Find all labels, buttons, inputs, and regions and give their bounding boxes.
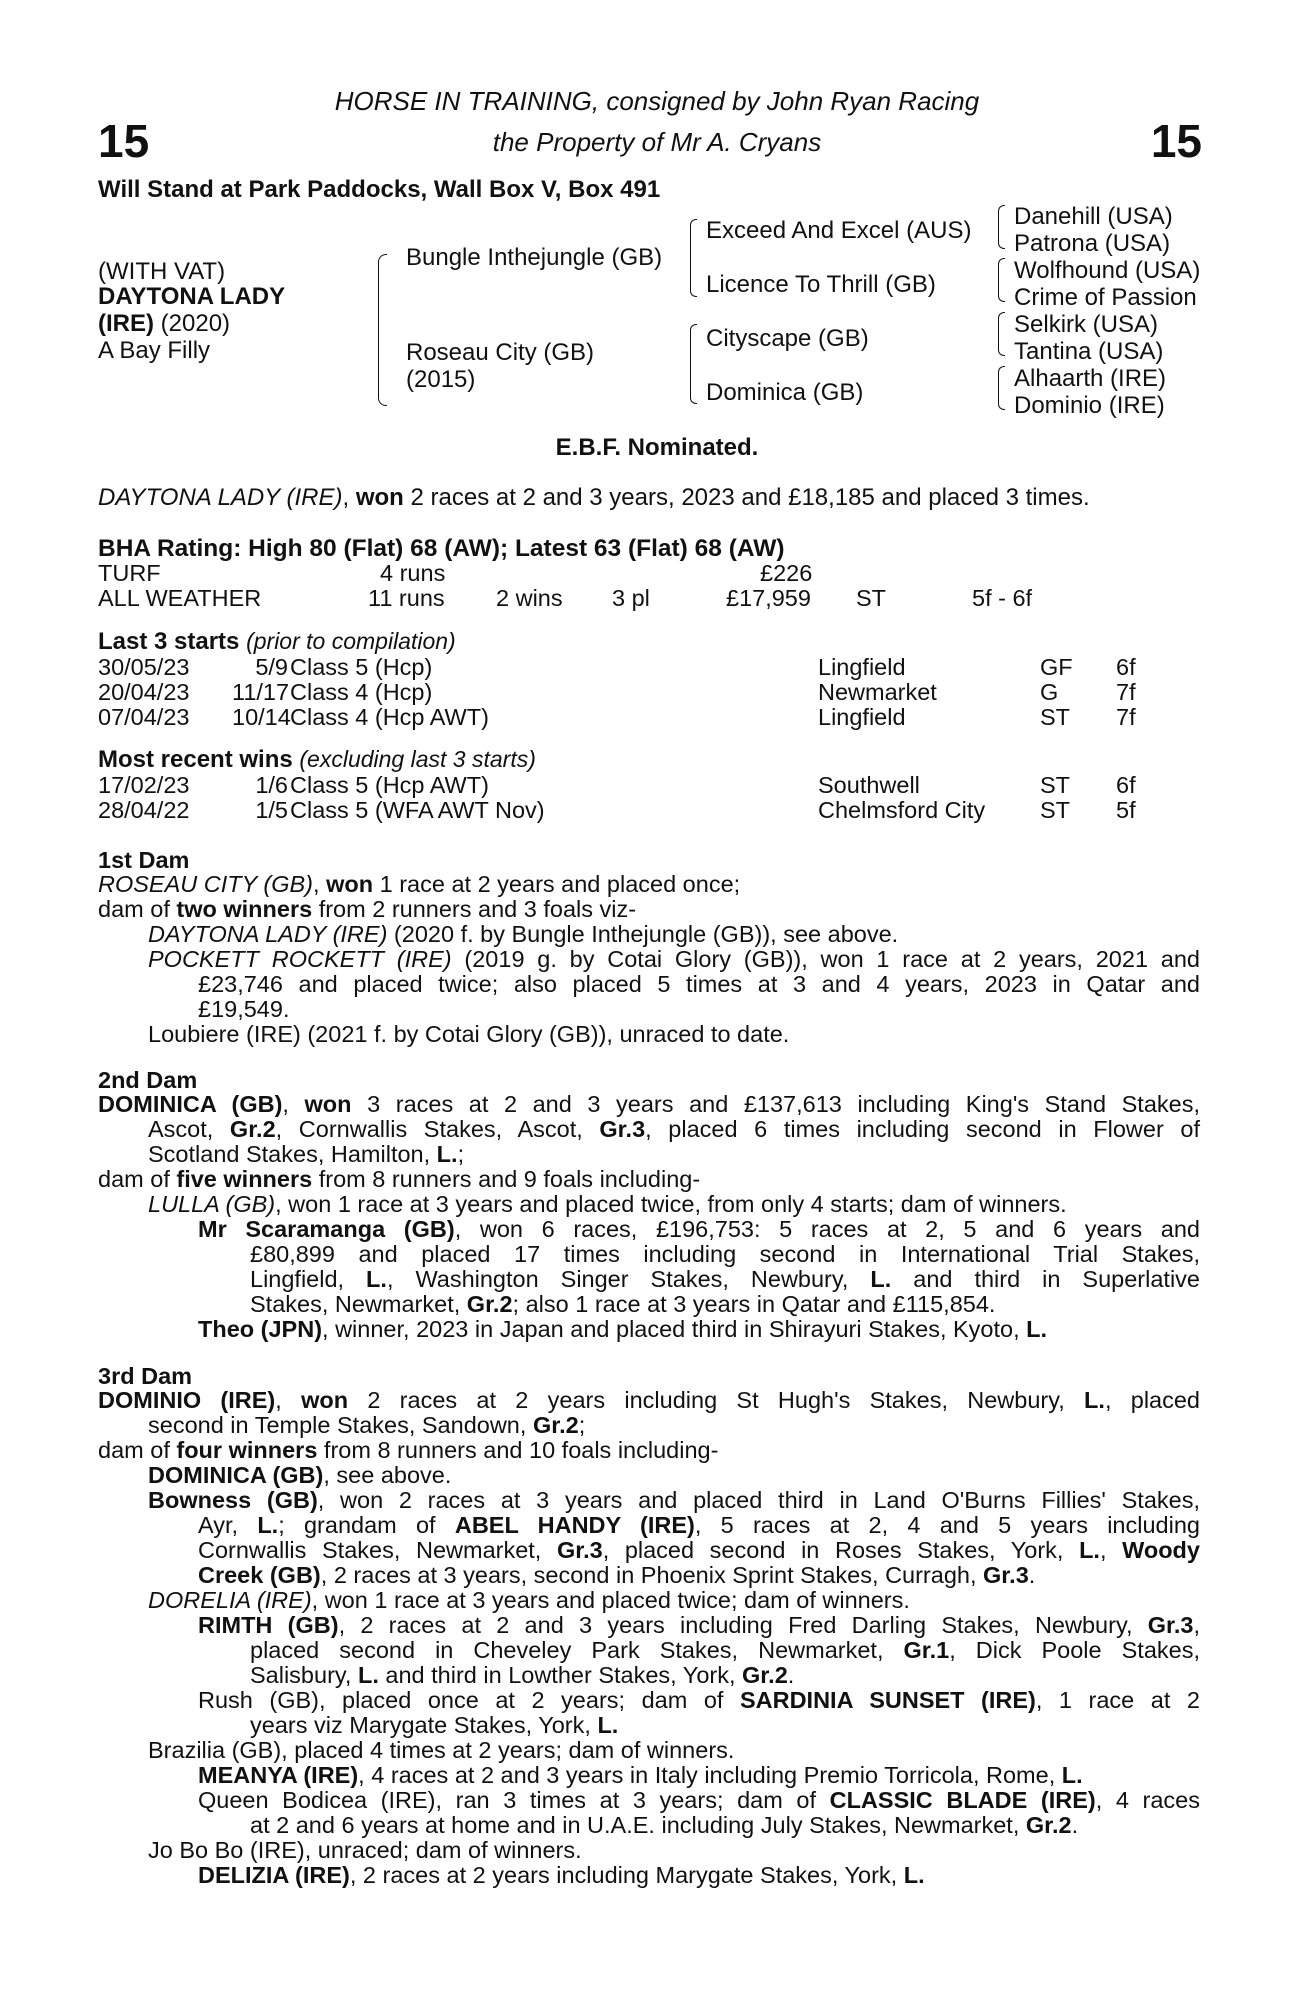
dam3-line19: Jo Bo Bo (IRE), unraced; dam of winners. xyxy=(148,1837,582,1863)
dam3-line6: Ayr, L.; grandam of ABEL HANDY (IRE), 5 races at 2, 4 and 5 years including xyxy=(198,1512,1200,1538)
dam3-line2: second in Temple Stakes, Sandown, Gr.2; xyxy=(148,1412,586,1438)
last3-row-2-pos: 11/17 xyxy=(232,679,290,705)
rating-aw-wins: 2 wins xyxy=(496,585,563,611)
rating-turf-runs: 4 runs xyxy=(380,560,446,586)
horse-year: (2020) xyxy=(160,310,231,337)
dam1-line7: Loubiere (IRE) (2021 f. by Cotai Glory (GB)), unraced to date. xyxy=(148,1021,790,1047)
recent-row-1-race: Class 5 (Hcp AWT) xyxy=(290,772,489,798)
dam3-line16: MEANYA (IRE), 4 races at 2 and 3 years in Italy including Premio Torricola, Rome, L. xyxy=(198,1762,1083,1788)
pedigree-g4: Crime of Passion xyxy=(1014,284,1197,311)
last3-row-3-dist: 7f xyxy=(1116,704,1136,730)
recent-row-1-course: Southwell xyxy=(818,772,920,798)
dam1-line5: £23,746 and placed twice; also placed 5 times at 3 and 4 years, 2023 in Qatar and xyxy=(198,971,1200,997)
last3-row-3-race: Class 4 (Hcp AWT) xyxy=(290,704,489,730)
last3-row-1-dist: 6f xyxy=(1116,654,1136,680)
recent-row-1-date: 17/02/23 xyxy=(98,772,190,798)
pedigree-brace-g1 xyxy=(998,205,1005,249)
last3-title: Last 3 starts xyxy=(98,628,240,655)
dam3-line18: at 2 and 6 years at home and in U.A.E. including July Stakes, Newmarket, Gr.2. xyxy=(250,1812,1079,1838)
last3-row-1-race: Class 5 (Hcp) xyxy=(290,654,433,680)
lot-number-right: 15 xyxy=(1150,115,1202,167)
race-summary: DAYTONA LADY (IRE), won 2 races at 2 and 3 years, 2023 and £18,185 and placed 3 times. xyxy=(98,484,1090,511)
recent-row-2-course: Chelmsford City xyxy=(818,797,986,823)
dam3-line8: Creek (GB), 2 races at 3 years, second in Phoenix Sprint Stakes, Curragh, Gr.3. xyxy=(198,1562,1036,1588)
lot-number-left: 15 xyxy=(98,115,150,167)
rating-aw-distance: 5f - 6f xyxy=(972,585,1033,611)
pedigree-sire-sire: Exceed And Excel (AUS) xyxy=(706,217,972,244)
pedigree-brace-main xyxy=(378,254,387,406)
recent-row-2-pos: 1/5 xyxy=(255,797,288,823)
rating-aw-runs: 11 runs xyxy=(368,585,445,611)
last3-note: (prior to compilation) xyxy=(246,628,456,654)
dam3-line5: Bowness (GB), won 2 races at 3 years and placed third in Land O'Burns Fillies' Stakes, xyxy=(148,1487,1200,1513)
recent-row-2-race: Class 5 (WFA AWT Nov) xyxy=(290,797,545,823)
rating-turf-surface: TURF xyxy=(98,560,161,586)
last3-row-2-dist: 7f xyxy=(1116,679,1136,705)
pedigree-brace-dam xyxy=(690,324,697,404)
dam3-line10: RIMTH (GB), 2 races at 2 and 3 years including Fred Darling Stakes, Newbury, Gr.3, xyxy=(198,1612,1200,1638)
summary-record: 2 races at 2 and 3 years, 2023 and £18,185 and placed 3 times. xyxy=(403,484,1090,511)
last3-row-2-going: G xyxy=(1040,679,1059,705)
pedigree-sire: Bungle Inthejungle (GB) xyxy=(406,244,663,271)
dam3-line13: Rush (GB), placed once at 2 years; dam of SARDINIA SUNSET (IRE), 1 race at 2 xyxy=(198,1687,1200,1713)
horse-origin-year xyxy=(98,311,230,337)
rating-aw-places: 3 pl xyxy=(612,585,650,611)
last3-row-1-pos: 5/9 xyxy=(255,654,288,680)
last3-row-2-date: 20/04/23 xyxy=(98,679,190,705)
pedigree-brace-g2 xyxy=(998,258,1005,302)
pedigree-dam: Roseau City (GB) xyxy=(406,339,595,366)
last3-row-3-date: 07/04/23 xyxy=(98,704,190,730)
dam3-line9: DORELIA (IRE), won 1 race at 3 years and placed twice; dam of winners. xyxy=(148,1587,910,1613)
summary-won: won xyxy=(355,484,404,511)
rating-aw-going: ST xyxy=(856,585,887,611)
dam2-line10: Theo (JPN), winner, 2023 in Japan and placed third in Shirayuri Stakes, Kyoto, L. xyxy=(198,1316,1048,1342)
dam2-line8: Lingfield, L., Washington Singer Stakes, Newbury, L. and third in Superlative xyxy=(250,1266,1200,1292)
dam3-line11: placed second in Cheveley Park Stakes, Newmarket, Gr.1, Dick Poole Stakes, xyxy=(250,1637,1200,1663)
dam2-line4: dam of five winners from 8 runners and 9 foals including- xyxy=(98,1166,701,1192)
pedigree-brace-g3 xyxy=(998,312,1005,356)
pedigree-g2: Patrona (USA) xyxy=(1014,230,1171,257)
dam3-line7: Cornwallis Stakes, Newmarket, Gr.3, placed second in Roses Stakes, York, L., Woody xyxy=(198,1537,1200,1563)
last3-row-1-course: Lingfield xyxy=(818,654,906,680)
recent-row-2-going: ST xyxy=(1040,797,1071,823)
dam2-line2: Ascot, Gr.2, Cornwallis Stakes, Ascot, Gr.3, placed 6 times including second in Flower of xyxy=(148,1116,1200,1142)
recent-note: (excluding last 3 starts) xyxy=(299,746,536,772)
dam3-line3: dam of four winners from 8 runners and 10 foals including- xyxy=(98,1437,719,1463)
dam1-name: ROSEAU CITY (GB) xyxy=(98,871,314,897)
recent-row-1-going: ST xyxy=(1040,772,1071,798)
last3-row-3-course: Lingfield xyxy=(818,704,906,730)
pedigree-dam-dam: Dominica (GB) xyxy=(706,379,864,406)
pedigree-g5: Selkirk (USA) xyxy=(1014,311,1159,338)
summary-horse-name: DAYTONA LADY (IRE) xyxy=(98,484,343,511)
dam1-line3: DAYTONA LADY (IRE) (2020 f. by Bungle Inthejungle (GB)), see above. xyxy=(148,921,899,947)
property-line: the Property of Mr A. Cryans xyxy=(492,127,822,157)
dam2-line5: LULLA (GB), won 1 race at 3 years and placed twice, from only 4 starts; dam of winners. xyxy=(148,1191,1067,1217)
vat-label: (WITH VAT) xyxy=(98,258,226,285)
dam3-line20: DELIZIA (IRE), 2 races at 2 years including Marygate Stakes, York, L. xyxy=(198,1862,925,1888)
bha-rating: BHA Rating: High 80 (Flat) 68 (AW); Latest 63 (Flat) 68 (AW) xyxy=(98,535,785,562)
pedigree-g1: Danehill (USA) xyxy=(1014,203,1173,230)
recent-row-2-dist: 5f xyxy=(1116,797,1136,823)
recent-row-2-date: 28/04/22 xyxy=(98,797,190,823)
dam2-line7: £80,899 and placed 17 times including second in International Trial Stakes, xyxy=(250,1241,1200,1267)
dam3-line12: Salisbury, L. and third in Lowther Stakes, York, Gr.2. xyxy=(250,1662,795,1688)
horse-description: A Bay Filly xyxy=(98,337,211,364)
dam3-line4: DOMINICA (GB), see above. xyxy=(148,1462,452,1488)
last3-row-1-date: 30/05/23 xyxy=(98,654,190,680)
dam3-line17: Queen Bodicea (IRE), ran 3 times at 3 years; dam of CLASSIC BLADE (IRE), 4 races xyxy=(198,1787,1200,1813)
pedigree-g6: Tantina (USA) xyxy=(1014,338,1164,365)
pedigree-sire-dam: Licence To Thrill (GB) xyxy=(706,271,936,298)
last3-heading xyxy=(98,628,456,656)
dam1-line4: POCKETT ROCKETT (IRE) (2019 g. by Cotai Glory (GB)), won 1 race at 2 years, 2021 and xyxy=(148,946,1200,972)
dam2-line1: DOMINICA (GB), won 3 races at 2 and 3 years and £137,613 including King's Stand Stakes, xyxy=(98,1091,1200,1117)
pedigree-g3: Wolfhound (USA) xyxy=(1014,257,1201,284)
last3-row-2-course: Newmarket xyxy=(818,679,937,705)
dam1-line1: ROSEAU CITY (GB), won 1 race at 2 years and placed once; xyxy=(98,871,741,897)
pedigree-g8: Dominio (IRE) xyxy=(1014,392,1165,419)
pedigree-dam-sire: Cityscape (GB) xyxy=(706,325,869,352)
horse-country: (IRE) xyxy=(98,310,154,337)
dam1-line6: £19,549. xyxy=(198,996,290,1022)
last3-row-3-going: ST xyxy=(1040,704,1071,730)
rating-aw-prize: £17,959 xyxy=(726,585,811,611)
dam1-heading: 1st Dam xyxy=(98,847,190,873)
pedigree-dam-year: (2015) xyxy=(406,366,476,393)
dam2-line9: Stakes, Newmarket, Gr.2; also 1 race at 3 years in Qatar and £115,854. xyxy=(250,1291,996,1317)
last3-row-3-pos: 10/14 xyxy=(232,704,291,730)
pedigree-g7: Alhaarth (IRE) xyxy=(1014,365,1167,392)
dam2-line3: Scotland Stakes, Hamilton, L.; xyxy=(148,1141,465,1167)
dam1-line2: dam of two winners from 2 runners and 3 foals viz- xyxy=(98,896,637,922)
dam3-line14: years viz Marygate Stakes, York, L. xyxy=(250,1712,619,1738)
last3-row-2-race: Class 4 (Hcp) xyxy=(290,679,433,705)
horse-name: DAYTONA LADY xyxy=(98,283,286,310)
recent-row-1-pos: 1/6 xyxy=(255,772,288,798)
ebf-nominated: E.B.F. Nominated. xyxy=(555,434,759,461)
dam3-heading: 3rd Dam xyxy=(98,1363,193,1389)
dam3-line15: Brazilia (GB), placed 4 times at 2 years; dam of winners. xyxy=(148,1737,735,1763)
last3-row-1-going: GF xyxy=(1040,654,1073,680)
pedigree-brace-sire xyxy=(690,219,697,297)
stand-location: Will Stand at Park Paddocks, Wall Box V, Box 491 xyxy=(98,176,661,203)
consignor-line: HORSE IN TRAINING, consigned by John Ryan Racing xyxy=(334,86,980,116)
recent-title: Most recent wins xyxy=(98,746,293,773)
recent-heading xyxy=(98,746,536,774)
dam2-line6: Mr Scaramanga (GB), won 6 races, £196,753: 5 races at 2, 5 and 6 years and xyxy=(198,1216,1201,1242)
pedigree-brace-g4 xyxy=(998,366,1005,410)
rating-aw-surface: ALL WEATHER xyxy=(98,585,262,611)
dam2-heading: 2nd Dam xyxy=(98,1067,198,1093)
dam3-line1: DOMINIO (IRE), won 2 races at 2 years including St Hugh's Stakes, Newbury, L., placed xyxy=(98,1387,1200,1413)
recent-row-1-dist: 6f xyxy=(1116,772,1136,798)
rating-turf-prize: £226 xyxy=(760,560,813,586)
